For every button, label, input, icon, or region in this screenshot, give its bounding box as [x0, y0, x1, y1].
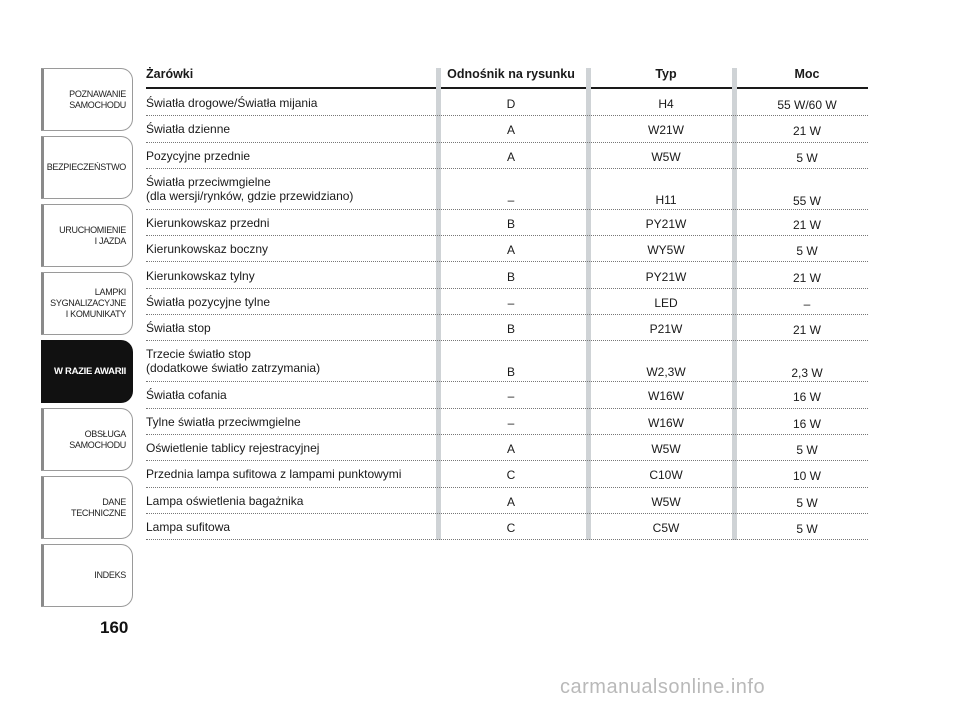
bulb-name: Światła drogowe/Światła mijania — [146, 96, 318, 110]
bulb-name: Tylne światła przeciwmgielne — [146, 414, 301, 429]
bulb-power: 5 W — [796, 244, 818, 259]
figure-reference: B — [506, 269, 515, 284]
header-power: Moc — [794, 67, 820, 81]
page-number: 160 — [100, 618, 129, 637]
bulb-type: W2,3W — [646, 365, 686, 380]
chapter-tab-3[interactable] — [41, 204, 133, 267]
table-row — [146, 409, 868, 435]
header-rule — [146, 87, 868, 89]
table-row — [146, 236, 868, 262]
bulb-power: 21 W — [792, 217, 821, 232]
bulb-power: 55 W — [792, 193, 821, 208]
chapter-tab-label: DANE TECHNICZNE — [71, 496, 126, 518]
chapter-tab-1[interactable] — [41, 68, 133, 131]
bulb-type: PY21W — [645, 216, 687, 231]
bulb-type: W16W — [648, 389, 684, 404]
bulb-name: Kierunkowskaz boczny — [146, 242, 269, 257]
chapter-tab-8[interactable] — [41, 544, 133, 607]
bulb-name: Lampa sufitowa — [146, 519, 231, 534]
chapter-tab-label: OBSŁUGA SAMOCHODU — [69, 428, 126, 450]
figure-reference: – — [507, 295, 515, 310]
bulb-power: 21 W — [792, 270, 821, 285]
bulb-power: 16 W — [792, 416, 821, 431]
bulb-power: 21 W — [792, 124, 821, 139]
table-row — [146, 488, 868, 514]
bulb-name: Przednia lampa sufitowa z lampami punktowymi — [146, 467, 402, 482]
figure-reference: A — [506, 123, 515, 138]
bulb-type: PY21W — [645, 269, 687, 284]
bulb-name: Światła cofania — [146, 388, 227, 403]
bulb-type: P21W — [649, 322, 683, 337]
figure-reference: A — [506, 243, 515, 258]
table-row — [146, 341, 868, 382]
table-row — [146, 461, 868, 487]
chapter-tab-2[interactable] — [41, 136, 133, 199]
table-row — [146, 514, 868, 540]
figure-reference: C — [506, 468, 516, 483]
table-row — [146, 315, 868, 341]
chapter-tab-7[interactable] — [41, 476, 133, 539]
bulb-type: H11 — [655, 192, 677, 207]
bulb-power: 5 W — [796, 521, 818, 536]
table-row — [146, 169, 868, 210]
table-row — [146, 263, 868, 289]
bulb-power: 5 W — [796, 150, 818, 165]
bulb-name: Światła pozycyjne tylne — [146, 294, 271, 309]
chapter-tab-label: BEZPIECZEŃSTWO — [46, 162, 126, 172]
bulb-type: C5W — [652, 520, 680, 535]
header-name: Żarówki — [146, 67, 194, 81]
bulb-type: W5W — [651, 494, 681, 509]
table-row — [146, 90, 868, 116]
watermark: carmanualsonline.info — [560, 676, 766, 698]
bulb-name: Trzecie światło stop (dodatkowe światło zatrzymania) — [146, 347, 321, 376]
figure-reference: A — [506, 494, 515, 509]
chapter-tab-label: POZNAWANIE SAMOCHODU — [69, 88, 126, 110]
bulb-power: 5 W — [796, 495, 818, 510]
figure-reference: A — [506, 149, 515, 164]
bulb-power: 10 W — [792, 469, 821, 484]
table-row — [146, 143, 868, 169]
row-rule — [146, 539, 868, 540]
figure-reference: C — [506, 520, 516, 535]
bulb-type: W5W — [651, 442, 681, 456]
bulb-power: 55 W/60 W — [777, 98, 837, 112]
header-ref: Odnośnik na rysunku — [447, 67, 575, 81]
bulb-power: 5 W — [796, 443, 818, 457]
chapter-tab-label: LAMPKI SYGNALIZACYJNE I KOMUNIKATY — [50, 287, 126, 319]
bulb-type: H4 — [658, 97, 674, 111]
table-row — [146, 435, 868, 461]
chapter-tab-6[interactable] — [41, 408, 133, 471]
bulb-name: Pozycyjne przednie — [146, 148, 251, 163]
bulb-type: W5W — [651, 149, 681, 164]
figure-reference: B — [506, 365, 515, 380]
chapter-tab-5[interactable] — [41, 340, 133, 403]
figure-reference: – — [507, 389, 515, 404]
table-row — [146, 210, 868, 236]
bulb-type: WY5W — [647, 243, 685, 258]
bulb-type: W21W — [648, 123, 684, 138]
bulb-type: LED — [654, 295, 678, 310]
table-row — [146, 116, 868, 142]
figure-reference: A — [506, 442, 515, 456]
bulb-power: 21 W — [792, 323, 821, 338]
bulb-type: C10W — [649, 468, 683, 483]
table-row — [146, 289, 868, 315]
bulb-name: Lampa oświetlenia bagażnika — [146, 493, 304, 508]
figure-reference: D — [506, 97, 516, 111]
bulb-name: Kierunkowskaz przedni — [146, 215, 270, 230]
bulb-type: W16W — [648, 415, 684, 430]
bulb-power: – — [803, 296, 811, 311]
chapter-tab-label: W RAZIE AWARII — [54, 366, 126, 377]
bulb-name: Światła przeciwmgielne (dla wersji/rynków, gdzie przewidziano) — [146, 174, 354, 203]
bulb-name: Kierunkowskaz tylny — [146, 268, 255, 283]
bulb-name: Światła dzienne — [146, 122, 231, 137]
bulb-power: 2,3 W — [791, 366, 823, 381]
bulb-name: Oświetlenie tablicy rejestracyjnej — [146, 441, 320, 455]
figure-reference: B — [506, 216, 515, 231]
chapter-tab-label: INDEKS — [94, 570, 126, 580]
bulb-power: 16 W — [792, 390, 821, 405]
bulb-name: Światła stop — [146, 321, 211, 336]
header-type: Typ — [655, 67, 677, 81]
chapter-tab-4[interactable] — [41, 272, 133, 335]
figure-reference: – — [507, 415, 515, 430]
chapter-tab-label: URUCHOMIENIE I JAZDA — [59, 224, 126, 246]
table-row — [146, 382, 868, 408]
figure-reference: – — [507, 192, 515, 207]
figure-reference: B — [506, 322, 515, 337]
